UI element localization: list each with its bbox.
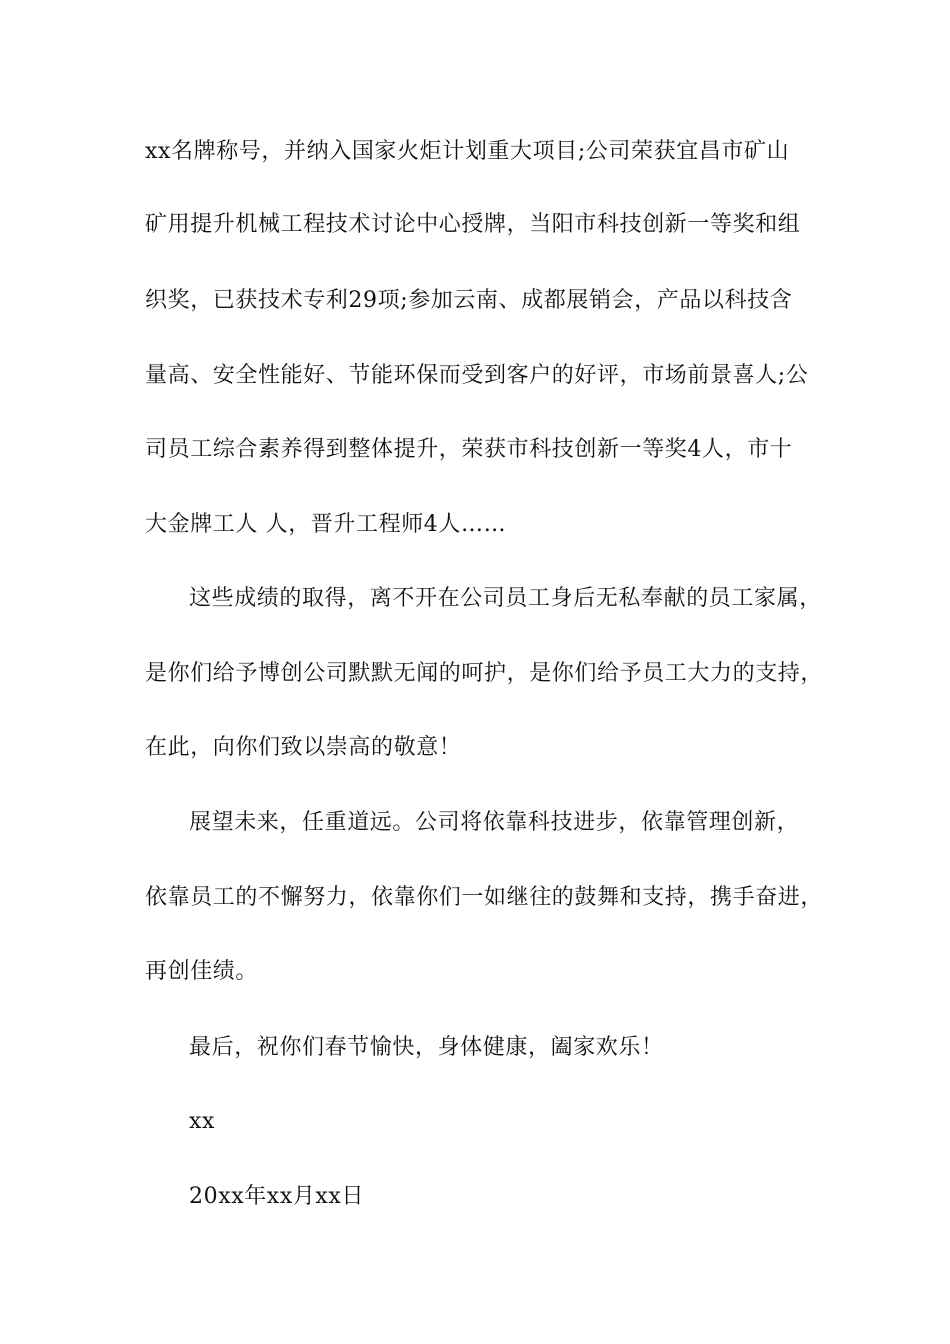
paragraph-line: 展望未来，任重道远。公司将依靠科技进步，依靠管理创新， (189, 810, 800, 835)
paragraph-line: 大金牌工人 人，晋升工程师4人…… (145, 512, 507, 537)
paragraph-line: 再创佳绩。 (145, 959, 259, 984)
paragraph-line: 依靠员工的不懈努力，依靠你们一如继往的鼓舞和支持，携手奋进， (145, 885, 824, 910)
paragraph-line: 是你们给予博创公司默默无闻的呵护，是你们给予员工大力的支持， (145, 661, 824, 686)
closing-wish: 最后，祝你们春节愉快，身体健康，阖家欢乐！ (189, 1035, 664, 1060)
paragraph-line: 矿用提升机械工程技术讨论中心授牌，当阳市科技创新一等奖和组 (145, 212, 801, 237)
paragraph-line: 在此，向你们致以崇高的敬意！ (145, 735, 462, 760)
paragraph-line: 织奖，已获技术专利29项;参加云南、成都展销会，产品以科技含 (145, 288, 793, 313)
paragraph-line: 量高、安全性能好、节能环保而受到客户的好评，市场前景喜人;公 (145, 363, 809, 388)
paragraph-line: 司员工综合素养得到整体提升，荣获市科技创新一等奖4人，市十 (145, 437, 793, 462)
signature-date: 20xx年xx月xx日 (189, 1184, 365, 1209)
paragraph-line: xx名牌称号，并纳入国家火炬计划重大项目;公司荣获宜昌市矿山 (145, 139, 790, 164)
signature-name: xx (189, 1109, 216, 1134)
paragraph-line: 这些成绩的取得，离不开在公司员工身后无私奉献的员工家属， (189, 586, 822, 611)
